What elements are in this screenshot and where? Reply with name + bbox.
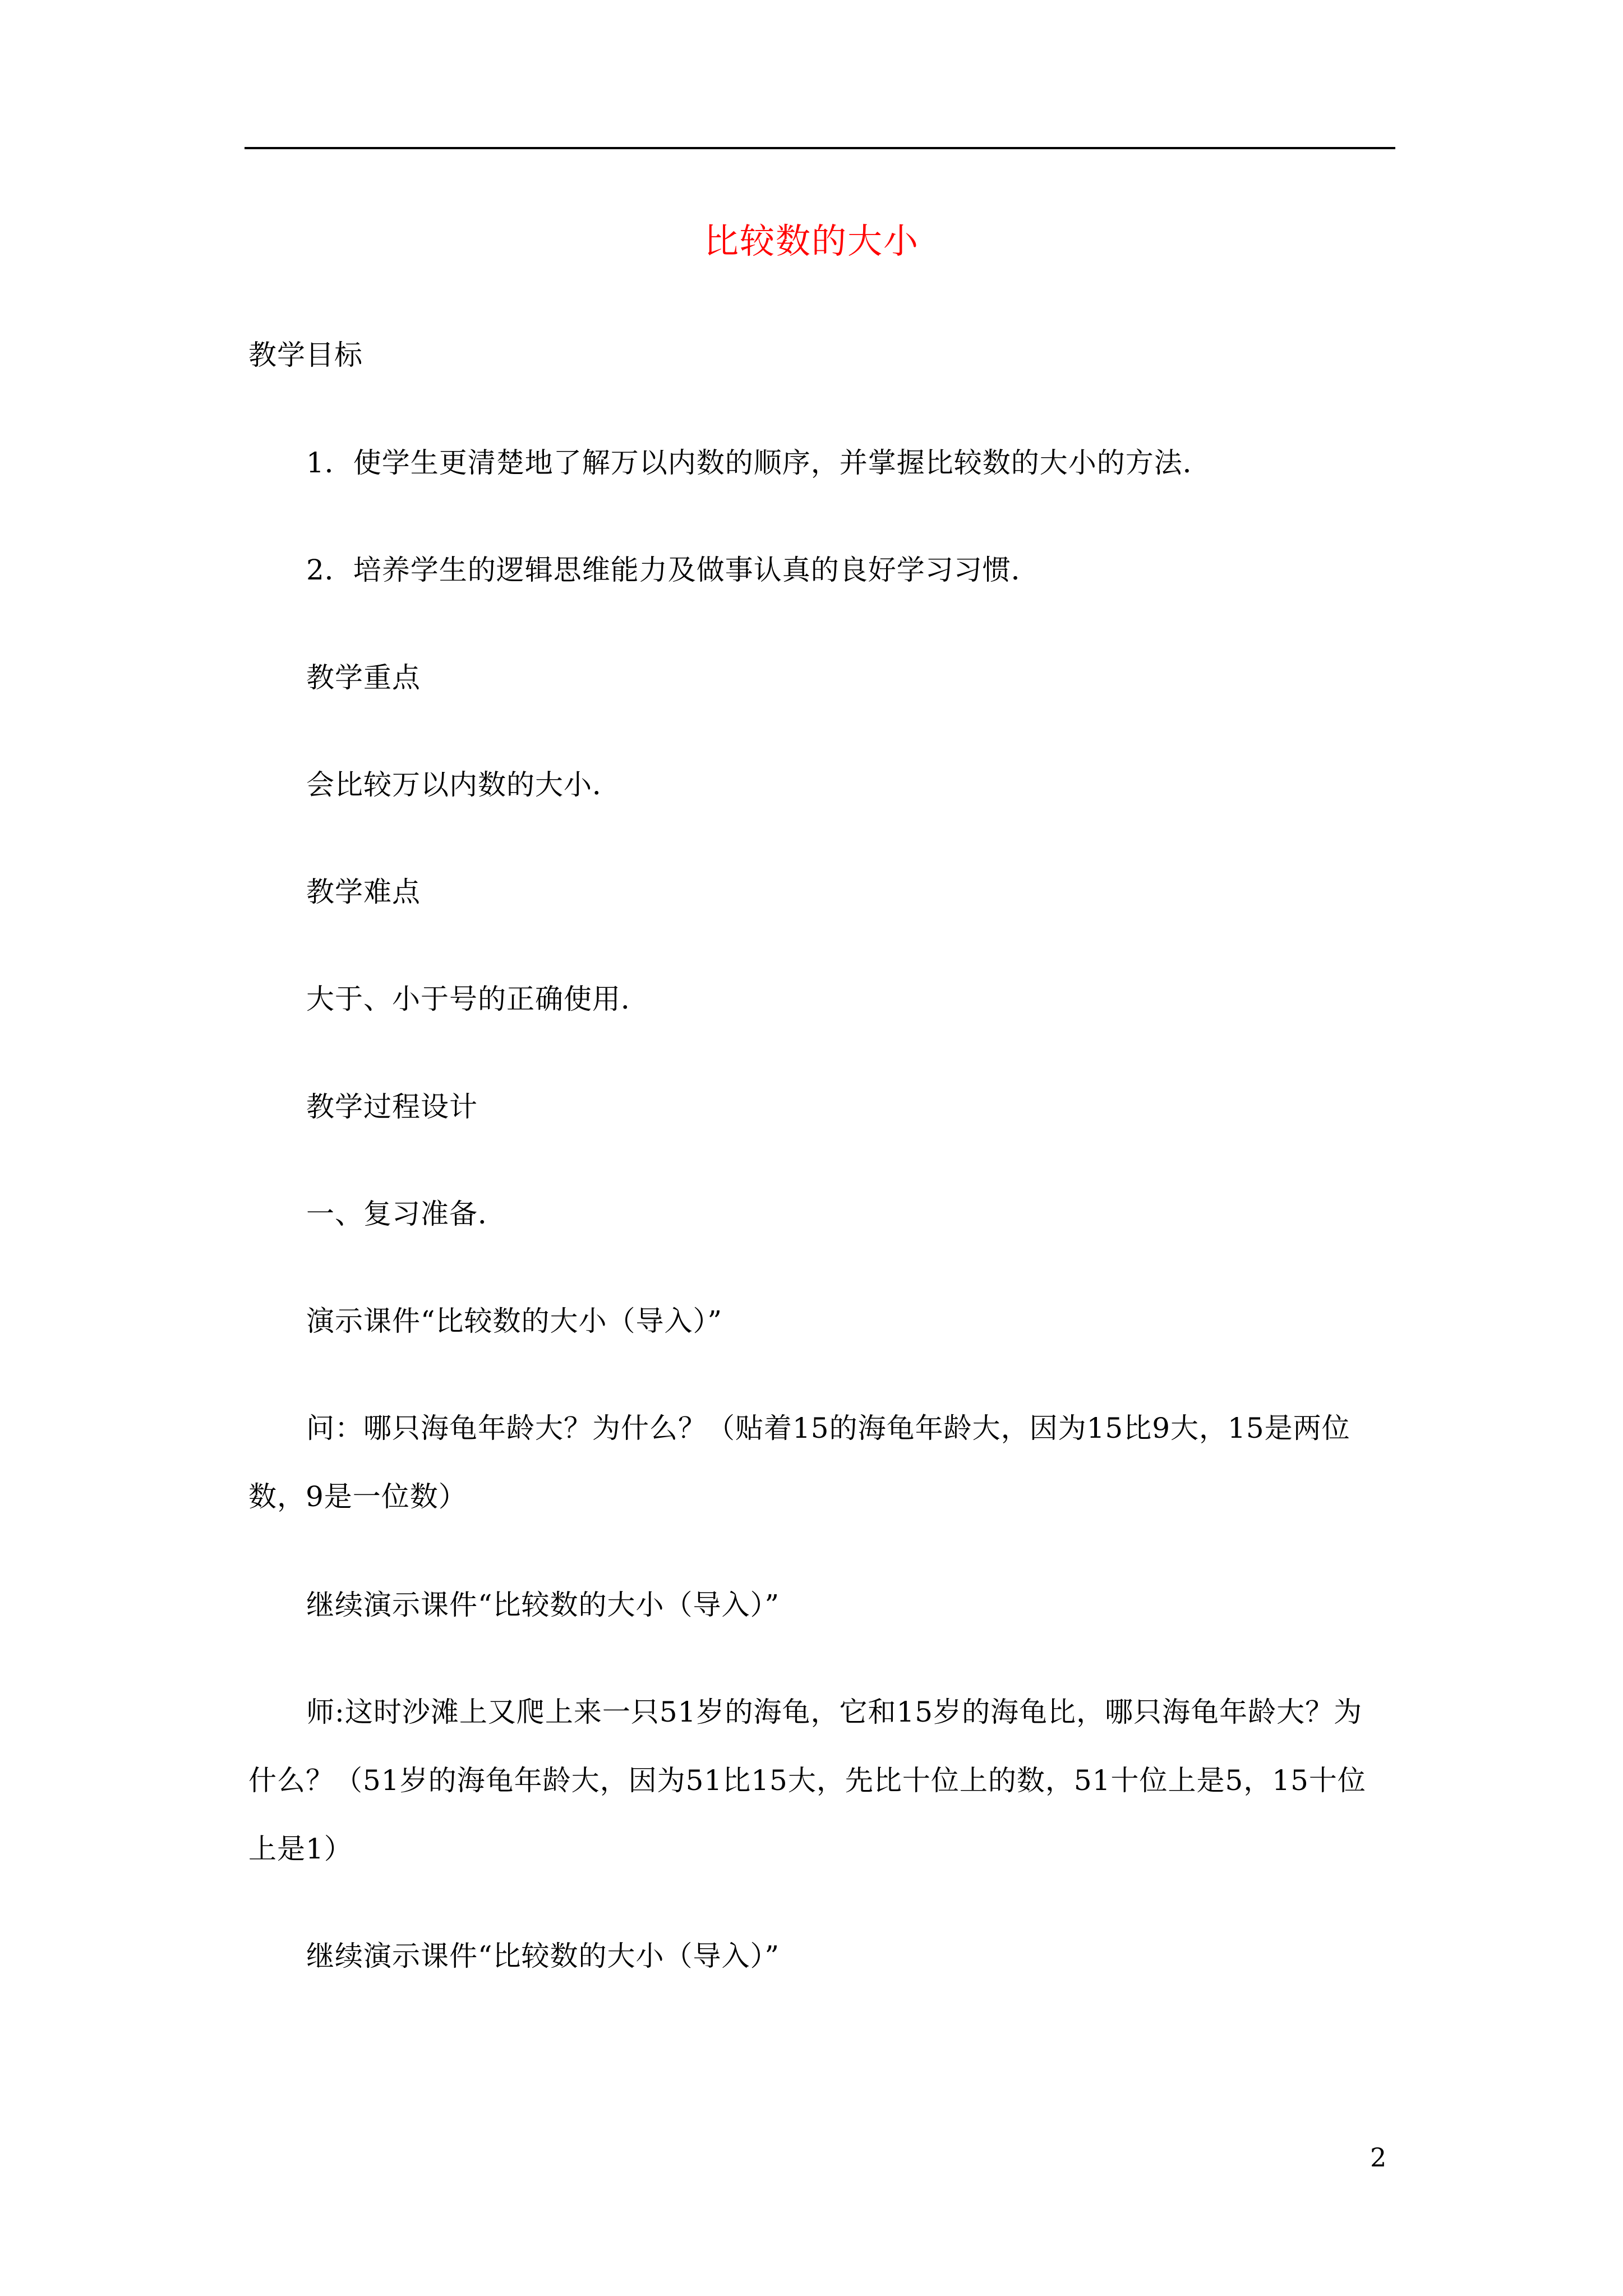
key-point-text: 会比较万以内数的大小． [306, 769, 621, 801]
demo-line-3: 继续演示课件“比较数的大小（导入）” [306, 1940, 780, 1972]
difficulty-heading: 教学难点 [306, 876, 421, 908]
teacher-paragraph [248, 1692, 1381, 1865]
objective-2: 2．培养学生的逻辑思维能力及做事认真的良好学习习惯． [306, 554, 1040, 586]
header-rule [245, 147, 1395, 149]
teacher-line-1: 师:这时沙滩上又爬上来一只51岁的海龟，它和15岁的海龟比，哪只海龟年龄大？为 [306, 1696, 1363, 1728]
objectives-heading: 教学目标 [248, 339, 363, 371]
key-point-heading: 教学重点 [306, 661, 421, 694]
question-line-1: 问：哪只海龟年龄大？为什么？（贴着15的海龟年龄大，因为15比9大，15是两位 [306, 1412, 1350, 1444]
page-number: 2 [1370, 2142, 1387, 2173]
demo-line-2: 继续演示课件“比较数的大小（导入）” [306, 1589, 780, 1621]
teacher-line-3: 上是1） [248, 1833, 353, 1865]
question-paragraph [248, 1409, 1381, 1513]
teacher-line-2: 什么？（51岁的海龟年龄大，因为51比15大，先比十位上的数，51十位上是5，15十位 [248, 1764, 1366, 1797]
objective-1: 1．使学生更清楚地了解万以内数的顺序，并掌握比较数的大小的方法． [306, 447, 1211, 479]
document-title: 比较数的大小 [703, 220, 919, 261]
section-1-heading: 一、复习准备． [306, 1198, 506, 1230]
process-heading: 教学过程设计 [306, 1091, 478, 1123]
difficulty-text: 大于、小于号的正确使用． [306, 983, 649, 1015]
question-line-2: 数，9是一位数） [248, 1480, 467, 1513]
demo-line-1: 演示课件“比较数的大小（导入）” [306, 1305, 723, 1337]
